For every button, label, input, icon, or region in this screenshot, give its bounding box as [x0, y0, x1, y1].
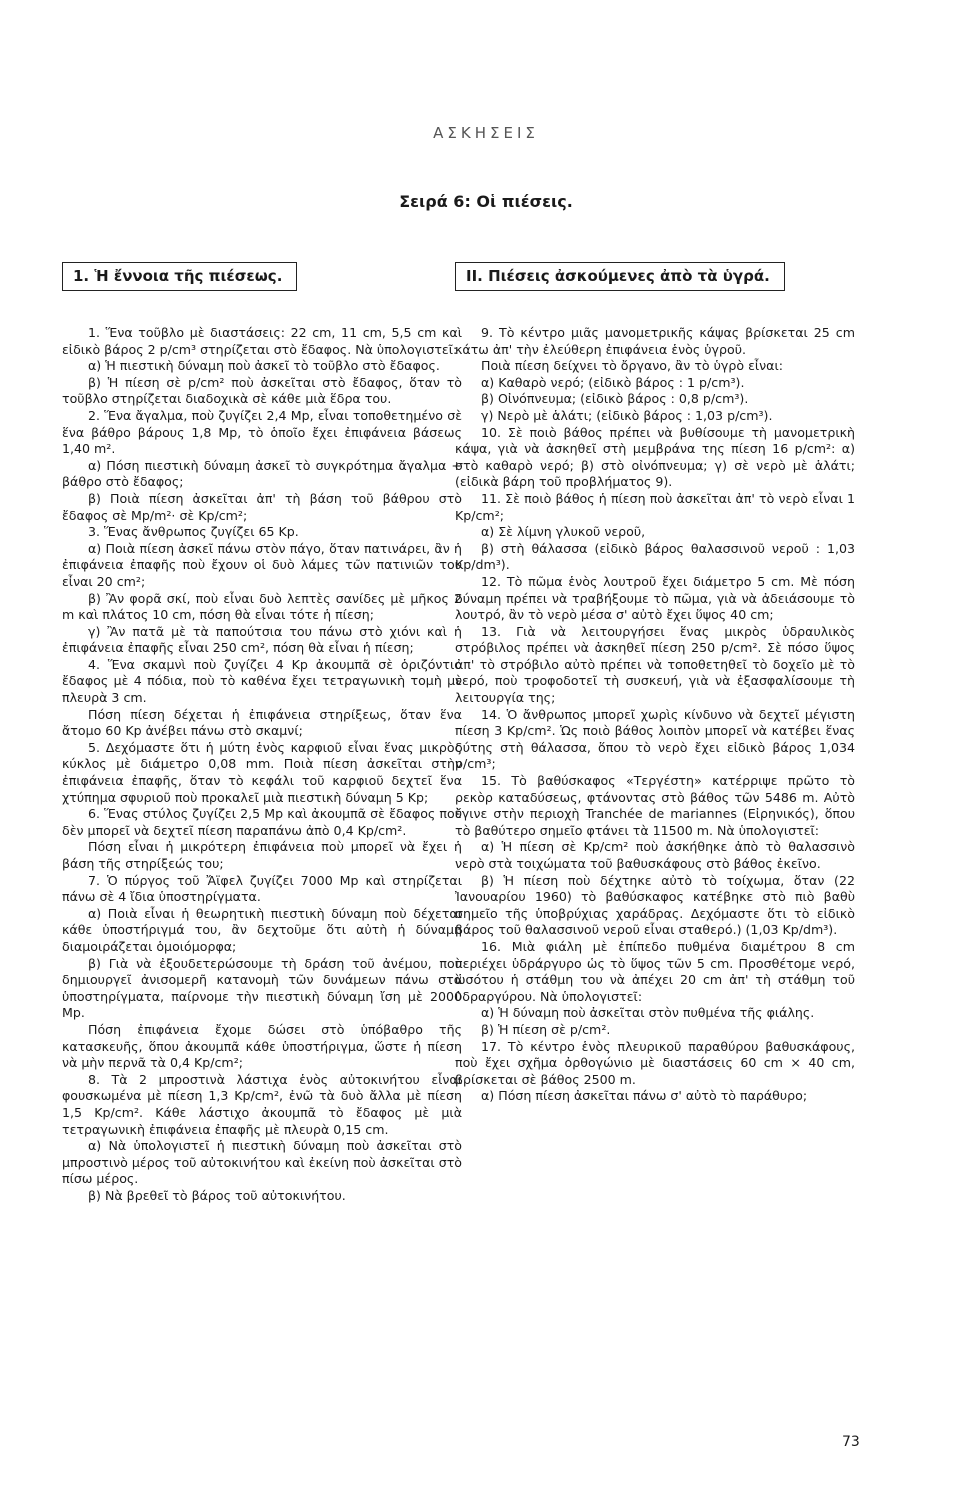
- left-column: [62, 262, 462, 1204]
- exercise-paragraph: 2. Ἕνα ἄγαλμα, ποὺ ζυγίζει 2,4 Mp, εἶναι τοποθετημένο σὲ ἕνα βάθρο βάρους 1,8 Mp, τὸ ὁποῖο ἔχει ἐπιφάνεια βάσεως 1,40 m².: [62, 407, 462, 457]
- exercise-paragraph: α) Ποιὰ πίεση ἀσκεῖ πάνω στὸν πάγο, ὅταν πατινάρει, ἂν ἡ ἐπιφάνεια ἐπαφῆς ποὺ ἔχουν οἱ δυὸ λάμες τῶν πατινιῶν του εἶναι 20 cm²;: [62, 540, 462, 589]
- series-title: Σειρά 6: Οἱ πιέσεις.: [399, 192, 573, 211]
- exercise-paragraph: 17. Τὸ κέντρο ἑνὸς πλευρικοῦ παραθύρου βαθυσκάφους, ποὺ ἔχει σχῆμα ὀρθογώνιο μὲ διαστάσεις 60 cm × 40 cm, βρίσκεται σὲ βάθος 2500 m.: [455, 1038, 855, 1087]
- exercise-paragraph: γ) Ἂν πατᾶ μὲ τὰ παπούτσια του πάνω στὸ χιόνι καὶ ἡ ἐπιφάνεια ἐπαφῆς εἶναι 250 cm², πόση θὰ εἶναι ἡ πίεση;: [62, 623, 462, 656]
- exercise-paragraph: 12. Τὸ πῶμα ἑνὸς λουτροῦ ἔχει διάμετρο 5 cm. Μὲ πόση δύναμη πρέπει νὰ τραβήξουμε τὸ πῶμα, γιὰ νὰ ἀδειάσουμε τὸ λουτρό, ἂν τὸ νερὸ μέσα σ' αὐτὸ ἔχει ὕψος 40 cm;: [455, 573, 855, 623]
- section-title-right: ΙΙ. Πιέσεις ἀσκούμενες ἀπὸ τὰ ὑγρά.: [455, 262, 785, 291]
- exercise-paragraph: α) Ἡ πιεστικὴ δύναμη ποὺ ἀσκεῖ τὸ τοῦβλο στὸ ἔδαφος.: [88, 358, 440, 374]
- exercise-paragraph: 1. Ἕνα τοῦβλο μὲ διαστάσεις: 22 cm, 11 cm, 5,5 cm καὶ εἰδικὸ βάρος 2 p/cm³ στηρίζεται στὸ ἔδαφος. Νὰ ὑπολογιστεῖ:: [62, 325, 462, 357]
- exercise-paragraph: β) στὴ θάλασσα (εἰδικὸ βάρος θαλασσινοῦ νεροῦ : 1,03 Kp/dm³).: [455, 540, 855, 573]
- exercise-paragraph: β) Ἂν φορᾶ σκί, ποὺ εἶναι δυὸ λεπτὲς σανίδες μὲ μῆκος 2 m καὶ πλάτος 10 cm, πόση θὰ εἶναι τότε ἡ πίεση;: [62, 590, 462, 623]
- exercise-paragraph: 6. Ἕνας στύλος ζυγίζει 2,5 Mp καὶ ἀκουμπᾶ σὲ ἔδαφος ποὺ δὲν μπορεῖ νὰ δεχτεῖ πίεση παραπάνω ἀπὸ 0,4 Kp/cm².: [62, 806, 462, 838]
- exercise-paragraph: α) Σὲ λίμνη γλυκοῦ νεροῦ,: [481, 524, 646, 540]
- exercise-paragraph: α) Καθαρὸ νερό; (εἰδικὸ βάρος : 1 p/cm³).: [481, 374, 745, 390]
- section-title-left: 1. Ἡ ἔννοια τῆς πιέσεως.: [62, 262, 297, 291]
- right-column-body: [455, 325, 855, 1105]
- exercise-paragraph: 13. Γιὰ νὰ λειτουργήσει ἕνας μικρὸς ὑδραυλικὸς στρόβιλος πρέπει νὰ ἀσκηθεῖ πίεση 250 p/cm². Σὲ πόσο ὕψος ἀπ' τὸ στρόβιλο αὐτὸ πρέπει νὰ τοποθετηθεῖ τὸ δοχεῖο μὲ τὸ νερό, ποὺ τροφοδοτεῖ τὴ συσκευή, γιὰ νὰ ἐξασφαλίσουμε τὴ λειτουργία της;: [455, 623, 855, 706]
- exercise-paragraph: 10. Σὲ ποιὸ βάθος πρέπει νὰ βυθίσουμε τὴ μανομετρικὴ κάψα, γιὰ νὰ ἀσκηθεῖ στὴ μεμβράνα της πίεση 16 p/cm²: α) στὸ καθαρὸ νερό; β) στὸ οἰνόπνευμα; γ) σὲ νερὸ μὲ ἁλάτι; (εἰδικὰ βάρη τοῦ προβλήματος 9).: [455, 424, 855, 490]
- exercise-paragraph: β) Ἡ πίεση σὲ p/cm².: [481, 1021, 611, 1037]
- exercise-paragraph: Ποιὰ πίεση δείχνει τὸ ὄργανο, ἂν τὸ ὑγρὸ εἶναι:: [481, 358, 783, 374]
- exercise-paragraph: α) Πόση πιεστικὴ δύναμη ἀσκεῖ τὸ συγκρότημα ἄγαλμα + βάθρο στὸ ἔδαφος;: [62, 457, 462, 490]
- exercise-paragraph: Πόση πίεση δέχεται ἡ ἐπιφάνεια στηρίξεως, ὅταν ἕνα ἄτομο 60 Kp ἀνέβει πάνω στὸ σκαμνί;: [62, 706, 462, 739]
- exercise-paragraph: 7. Ὁ πύργος τοῦ Ἄϊφελ ζυγίζει 7000 Mp καὶ στηρίζεται πάνω σὲ 4 ἴδια ὑποστηρίγματα.: [62, 872, 462, 905]
- exercise-paragraph: α) Νὰ ὑπολογιστεῖ ἡ πιεστικὴ δύναμη ποὺ ἀσκεῖται στὸ μπροστινὸ μέρος τοῦ αὐτοκινήτου καὶ ἐκείνη ποὺ ἀσκεῖται στὸ πίσω μέρος.: [62, 1138, 462, 1187]
- exercise-paragraph: 14. Ὁ ἄνθρωπος μπορεῖ χωρὶς κίνδυνο νὰ δεχτεῖ μέγιστη πίεση 3 Kp/cm². Ὡς ποιὸ βάθος λοιπὸν μπορεῖ νὰ κατέβει ἕνας δύτης στὴ θάλασσα, ὅπου τὸ νερὸ ἔχει εἰδικὸ βάρος 1,034 p/cm³;: [455, 706, 855, 772]
- exercise-paragraph: α) Ποιὰ εἶναι ἡ θεωρητικὴ πιεστικὴ δύναμη ποὺ δέχεται κάθε ὑποστήριγμά του, ἂν δεχτοῦμε ὅτι αὐτὴ ἡ δύναμη διαμοιράζεται ὁμοιόμορφα;: [62, 905, 462, 954]
- exercise-paragraph: α) Ἡ πίεση σὲ Kp/cm² ποὺ ἀσκήθηκε ἀπὸ τὸ θαλασσινὸ νερὸ στὰ τοιχώματα τοῦ βαθυσκάφους στὸ βάθος ἐκεῖνο.: [455, 839, 855, 871]
- exercise-paragraph: β) Οἰνόπνευμα; (εἰδικὸ βάρος : 0,8 p/cm³).: [481, 391, 749, 407]
- exercise-paragraph: Πόση εἶναι ἡ μικρότερη ἐπιφάνεια ποὺ μπορεῖ νὰ ἔχει ἡ βάση τῆς στηρίξεώς του;: [62, 839, 462, 871]
- exercise-paragraph: β) Ἡ πίεση ποὺ δέχτηκε αὐτὸ τὸ τοίχωμα, ὅταν (22 Ἰανουαρίου 1960) τὸ βαθύσκαφος κατέβηκε στὸ πιὸ βαθὺ σημεῖο τῆς ὑποβρύχιας χαράδρας. Δεχόμαστε ὅτι τὸ εἰδικὸ βάρος τοῦ θαλασσινοῦ νεροῦ εἶναι σταθερό.) (1,03 Kp/dm³).: [455, 872, 855, 938]
- exercise-paragraph: 15. Τὸ βαθύσκαφος «Τεργέστη» κατέρριψε πρῶτο τὸ ρεκὸρ καταδύσεως, φτάνοντας στὸ βάθος τῶν 5486 m. Αὐτὸ ἔγινε στὴν περιοχὴ Tranchée de mariannes (Εἰρηνικός), ὅπου τὸ βαθύτερο σημεῖο φτάνει τὰ 11500 m. Νὰ ὑπολογιστεῖ:: [455, 773, 855, 838]
- exercise-paragraph: Πόση ἐπιφάνεια ἔχομε δώσει στὸ ὑπόβαθρο τῆς κατασκευῆς, ὅπου ἀκουμπᾶ κάθε ὑποστήριγμα, ὥστε ἡ πίεση νὰ μὴν περνᾶ τὰ 0,4 Kp/cm²;: [62, 1021, 462, 1071]
- exercise-paragraph: 4. Ἕνα σκαμνὶ ποὺ ζυγίζει 4 Kp ἀκουμπᾶ σὲ ὁριζόντιο ἔδαφος μὲ 4 πόδια, ποὺ τὸ καθένα ἔχει τετραγωνικὴ τομὴ μὲ πλευρὰ 3 cm.: [62, 656, 462, 706]
- left-column-body: [62, 325, 462, 1204]
- exercise-paragraph: 11. Σὲ ποιὸ βάθος ἡ πίεση ποὺ ἀσκεῖται ἀπ' τὸ νερὸ εἶναι 1 Kp/cm²;: [455, 490, 855, 523]
- exercise-paragraph: α) Ἡ δύναμη ποὺ ἀσκεῖται στὸν πυθμένα τῆς φιάλης.: [481, 1005, 815, 1021]
- exercise-paragraph: 8. Τὰ 2 μπροστινὰ λάστιχα ἑνὸς αὐτοκινήτου εἶναι φουσκωμένα μὲ πίεση 1,3 Kp/cm², ἐνῶ τὰ δυὸ ἄλλα μὲ πίεση 1,5 Kp/cm². Κάθε λάστιχο ἀκουμπᾶ τὸ ἔδαφος μὲ μιὰ τετραγωνικὴ ἐπιφάνεια ἐπαφῆς μὲ πλευρὰ 0,15 cm.: [62, 1071, 462, 1137]
- exercise-paragraph: 16. Μιὰ φιάλη μὲ ἐπίπεδο πυθμένα διαμέτρου 8 cm περιέχει ὑδράργυρο ὡς τὸ ὕψος τῶν 5 cm. Προσθέτομε νερό, ὡσότου ἡ στάθμη του νὰ ἀπέχει 20 cm ἀπ' τὴ στάθμη τοῦ ὑδραργύρου. Νὰ ὑπολογιστεῖ:: [455, 938, 855, 1004]
- exercise-paragraph: β) Γιὰ νὰ ἐξουδετερώσουμε τὴ δράση τοῦ ἀνέμου, ποὺ δημιουργεῖ ἀνισομερῆ κατανομὴ τῶν δυνάμεων πάνω στὰ ὑποστηρίγματα, παίρνομε τὴν πιεστικὴ δύναμη ἴση μὲ 2000 Mp.: [62, 955, 462, 1021]
- exercise-paragraph: γ) Νερὸ μὲ ἁλάτι; (εἰδικὸ βάρος : 1,03 p/cm³).: [481, 407, 773, 423]
- exercise-paragraph: β) Ἡ πίεση σὲ p/cm² ποὺ ἀσκεῖται στὸ ἔδαφος, ὅταν τὸ τοῦβλο στηρίζεται διαδοχικὰ σὲ κάθε μιὰ ἕδρα του.: [62, 374, 462, 407]
- exercise-paragraph: 9. Τὸ κέντρο μιᾶς μανομετρικῆς κάψας βρίσκεται 25 cm κάτω ἀπ' τὴν ἐλεύθερη ἐπιφάνεια ἑνὸς ὑγροῦ.: [455, 325, 855, 357]
- exercise-paragraph: β) Ποιὰ πίεση ἀσκεῖται ἀπ' τὴ βάση τοῦ βάθρου στὸ ἔδαφος σὲ Mp/m²· σὲ Kp/cm²;: [62, 490, 462, 523]
- page-header: ΑΣΚΗΣΕΙΣ: [433, 124, 539, 142]
- page-number: 73: [842, 1434, 860, 1450]
- right-column: [455, 262, 855, 1105]
- exercise-paragraph: 5. Δεχόμαστε ὅτι ἡ μύτη ἑνὸς καρφιοῦ εἶναι ἕνας μικρὸς κύκλος μὲ διάμετρο 0,08 mm. Ποιὰ πίεση ἀσκεῖται στὴν ἐπιφάνεια ἐπαφῆς, ὅταν τὸ κεφάλι τοῦ καρφιοῦ δεχτεῖ ἕνα χτύπημα σφυριοῦ ποὺ προκαλεῖ μιὰ πιεστικὴ δύναμη 5 Kp;: [62, 739, 462, 805]
- exercise-paragraph: 3. Ἕνας ἄνθρωπος ζυγίζει 65 Kp.: [88, 524, 299, 540]
- exercise-paragraph: α) Πόση πίεση ἀσκεῖται πάνω σ' αὐτὸ τὸ παράθυρο;: [481, 1088, 808, 1104]
- exercise-paragraph: β) Νὰ βρεθεῖ τὸ βάρος τοῦ αὐτοκινήτου.: [88, 1187, 346, 1203]
